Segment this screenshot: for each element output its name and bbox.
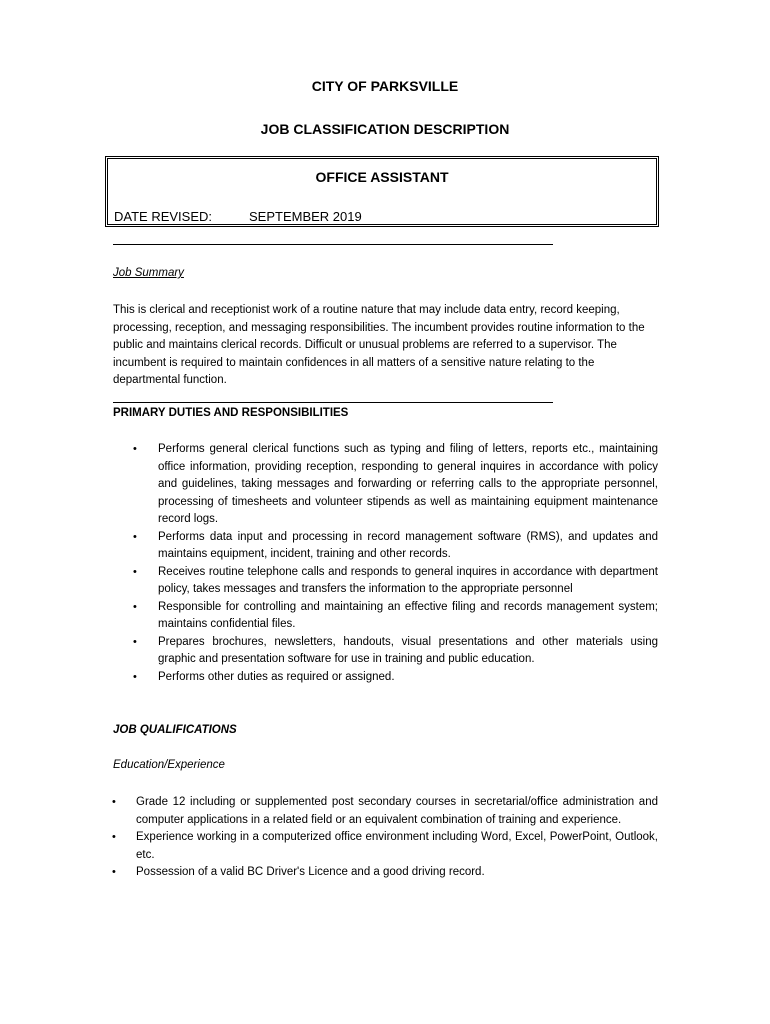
job-title-box xyxy=(105,156,659,227)
bullet-icon: • xyxy=(112,831,116,843)
list-item: • Performs other duties as required or assigned. xyxy=(133,669,658,687)
list-item: • Performs general clerical functions such as typing and filing of letters, reports etc., maintaining office information, providing reception, responding to general inquires in accordance with policy and guidelines, taking messages and forwarding or referring calls to the appropriate personnel, processing of timesheets and volunteer stipends as well as maintaining equipment maintenance record logs. xyxy=(133,443,658,525)
list-item: • Prepares brochures, newsletters, handouts, visual presentations and other materials using graphic and presentation software for use in training and public education. xyxy=(133,635,658,665)
list-item: • Experience working in a computerized office environment including Word, Excel, PowerPoint, Outlook, etc. xyxy=(112,831,658,861)
list-item: • Grade 12 including or supplemented post secondary courses in secretarial/office administration and computer applications in a related field or an equivalent combination of training and experience. xyxy=(112,796,658,826)
duties-heading: PRIMARY DUTIES AND RESPONSIBILITIES xyxy=(113,407,349,419)
date-revised-label: DATE REVISED: xyxy=(114,209,213,224)
list-item: • Receives routine telephone calls and responds to general inquires in accordance with department policy, takes messages and transfers the information to the appropriate personnel xyxy=(133,565,658,595)
job-summary-text: This is clerical and receptionist work of a routine nature that may include data entry, record keeping, processing, reception, and messaging responsibilities. The incumbent provides routine information to the public and maintains clerical records. Difficult or unusual problems are referred to a supervisor. The incumbent is required to maintain confidences in all matters of a sensitive nature relating to the departmental function. xyxy=(113,304,645,386)
list-item: • Responsible for controlling and maintaining an effective filing and records management system; maintains confidential files. xyxy=(133,600,658,630)
education-experience-subheading: Education/Experience xyxy=(113,759,225,771)
job-summary-heading: Job Summary xyxy=(113,267,184,279)
bullet-icon: • xyxy=(133,565,137,578)
bullet-icon: • xyxy=(133,443,137,455)
document-type-title: JOB CLASSIFICATION DESCRIPTION xyxy=(260,121,510,137)
duties-list xyxy=(133,441,658,686)
list-item: • Possession of a valid BC Driver's Licence and a good driving record. xyxy=(112,864,658,882)
separator-rule xyxy=(113,244,553,245)
list-item: • Performs data input and processing in record management software (RMS), and updates and maintains equipment, incident, training and other records. xyxy=(133,530,658,560)
bullet-icon: • xyxy=(133,530,137,543)
qualifications-heading: JOB QUALIFICATIONS xyxy=(113,724,237,736)
bullet-icon: • xyxy=(112,796,116,808)
bullet-icon: • xyxy=(112,866,116,878)
separator-rule xyxy=(113,402,553,403)
date-revised-value: SEPTEMBER 2019 xyxy=(249,209,362,224)
qualifications-list xyxy=(112,794,658,882)
bullet-icon: • xyxy=(133,670,137,683)
bullet-icon: • xyxy=(133,635,137,648)
job-title: OFFICE ASSISTANT xyxy=(315,169,449,185)
bullet-icon: • xyxy=(133,600,137,613)
organization-name: CITY OF PARKSVILLE xyxy=(311,78,459,94)
